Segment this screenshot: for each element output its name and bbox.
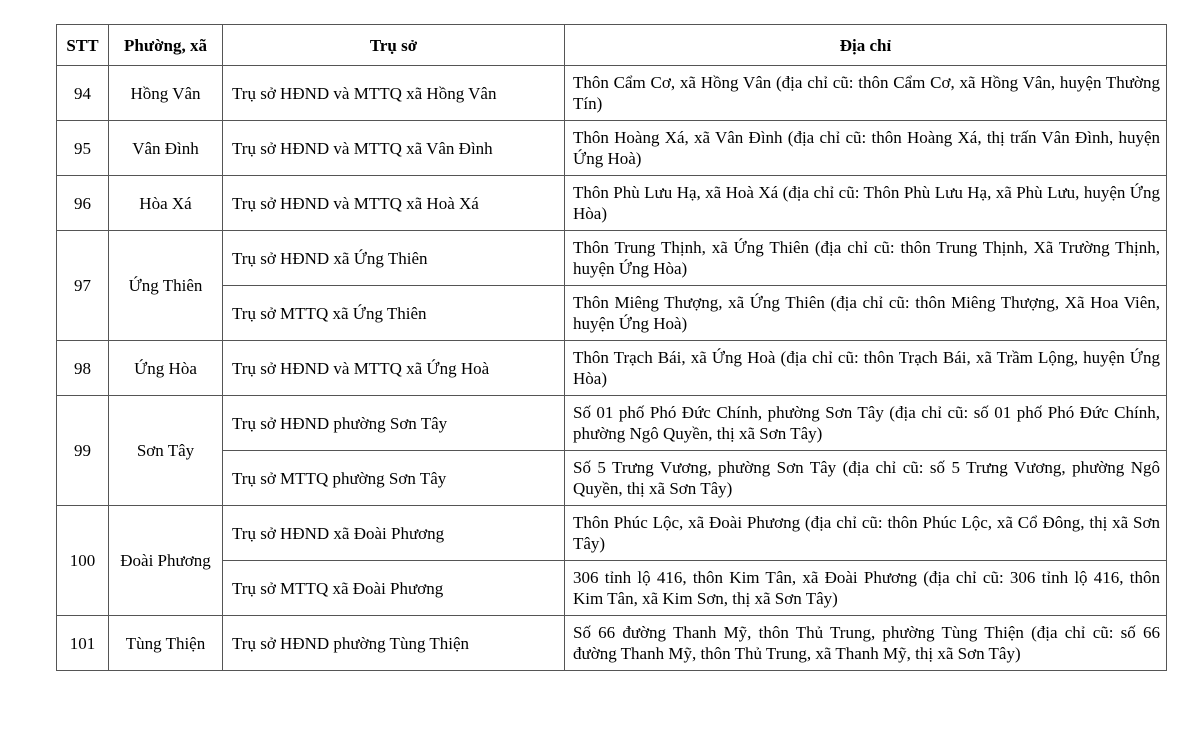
cell-ward: Sơn Tây bbox=[109, 396, 223, 506]
cell-address: Thôn Trung Thịnh, xã Ứng Thiên (địa chỉ cũ: thôn Trung Thịnh, Xã Trường Thịnh, huyện Ứng Hòa) bbox=[565, 231, 1167, 286]
cell-stt: 100 bbox=[57, 506, 109, 616]
cell-address: Thôn Cẩm Cơ, xã Hồng Vân (địa chỉ cũ: thôn Cẩm Cơ, xã Hồng Vân, huyện Thường Tín) bbox=[565, 66, 1167, 121]
cell-address: Thôn Trạch Bái, xã Ứng Hoà (địa chỉ cũ: thôn Trạch Bái, xã Trầm Lộng, huyện Ứng Hòa) bbox=[565, 341, 1167, 396]
header-office: Trụ sở bbox=[223, 25, 565, 66]
cell-office: Trụ sở HĐND phường Sơn Tây bbox=[223, 396, 565, 451]
cell-address: 306 tỉnh lộ 416, thôn Kim Tân, xã Đoài Phương (địa chỉ cũ: 306 tỉnh lộ 416, thôn Kim Tân, xã Kim Sơn, thị xã Sơn Tây) bbox=[565, 561, 1167, 616]
cell-stt: 97 bbox=[57, 231, 109, 341]
table-row bbox=[57, 66, 1167, 121]
table-row bbox=[57, 561, 1167, 616]
cell-stt: 94 bbox=[57, 66, 109, 121]
cell-office: Trụ sở MTTQ xã Ứng Thiên bbox=[223, 286, 565, 341]
table-row bbox=[57, 231, 1167, 286]
cell-address: Số 01 phố Phó Đức Chính, phường Sơn Tây (địa chỉ cũ: số 01 phố Phó Đức Chính, phường Ngô Quyền, thị xã Sơn Tây) bbox=[565, 396, 1167, 451]
cell-ward: Hòa Xá bbox=[109, 176, 223, 231]
cell-stt: 99 bbox=[57, 396, 109, 506]
cell-office: Trụ sở HĐND xã Đoài Phương bbox=[223, 506, 565, 561]
table-row bbox=[57, 176, 1167, 231]
cell-address: Thôn Phúc Lộc, xã Đoài Phương (địa chỉ cũ: thôn Phúc Lộc, xã Cổ Đông, thị xã Sơn Tây) bbox=[565, 506, 1167, 561]
cell-office: Trụ sở MTTQ xã Đoài Phương bbox=[223, 561, 565, 616]
cell-address: Thôn Miêng Thượng, xã Ứng Thiên (địa chỉ cũ: thôn Miêng Thượng, Xã Hoa Viên, huyện Ứng Hoà) bbox=[565, 286, 1167, 341]
table-row bbox=[57, 286, 1167, 341]
cell-office: Trụ sở HĐND và MTTQ xã Ứng Hoà bbox=[223, 341, 565, 396]
cell-address: Số 66 đường Thanh Mỹ, thôn Thủ Trung, phường Tùng Thiện (địa chỉ cũ: số 66 đường Thanh Mỹ, thôn Thủ Trung, xã Thanh Mỹ, thị xã Sơn Tây) bbox=[565, 616, 1167, 671]
cell-office: Trụ sở HĐND phường Tùng Thiện bbox=[223, 616, 565, 671]
table-row bbox=[57, 451, 1167, 506]
table-body bbox=[57, 66, 1167, 671]
cell-ward: Hồng Vân bbox=[109, 66, 223, 121]
table-row bbox=[57, 121, 1167, 176]
office-address-table bbox=[56, 24, 1167, 671]
cell-stt: 96 bbox=[57, 176, 109, 231]
cell-office: Trụ sở HĐND xã Ứng Thiên bbox=[223, 231, 565, 286]
cell-ward: Tùng Thiện bbox=[109, 616, 223, 671]
cell-stt: 101 bbox=[57, 616, 109, 671]
cell-address: Thôn Hoàng Xá, xã Vân Đình (địa chỉ cũ: thôn Hoàng Xá, thị trấn Vân Đình, huyện Ứng Hoà) bbox=[565, 121, 1167, 176]
cell-office: Trụ sở HĐND và MTTQ xã Hoà Xá bbox=[223, 176, 565, 231]
header-row bbox=[57, 25, 1167, 66]
cell-office: Trụ sở HĐND và MTTQ xã Hồng Vân bbox=[223, 66, 565, 121]
table-row bbox=[57, 396, 1167, 451]
cell-office: Trụ sở MTTQ phường Sơn Tây bbox=[223, 451, 565, 506]
header-ward: Phường, xã bbox=[109, 25, 223, 66]
cell-office: Trụ sở HĐND và MTTQ xã Vân Đình bbox=[223, 121, 565, 176]
cell-address: Số 5 Trưng Vương, phường Sơn Tây (địa chỉ cũ: số 5 Trưng Vương, phường Ngô Quyền, thị xã Sơn Tây) bbox=[565, 451, 1167, 506]
table-row bbox=[57, 341, 1167, 396]
cell-ward: Ứng Thiên bbox=[109, 231, 223, 341]
cell-ward: Đoài Phương bbox=[109, 506, 223, 616]
header-address: Địa chỉ bbox=[565, 25, 1167, 66]
cell-stt: 95 bbox=[57, 121, 109, 176]
cell-ward: Vân Đình bbox=[109, 121, 223, 176]
table-row bbox=[57, 506, 1167, 561]
table-header bbox=[57, 25, 1167, 66]
table-row bbox=[57, 616, 1167, 671]
cell-ward: Ứng Hòa bbox=[109, 341, 223, 396]
cell-stt: 98 bbox=[57, 341, 109, 396]
cell-address: Thôn Phù Lưu Hạ, xã Hoà Xá (địa chỉ cũ: Thôn Phù Lưu Hạ, xã Phù Lưu, huyện Ứng Hòa) bbox=[565, 176, 1167, 231]
header-stt: STT bbox=[57, 25, 109, 66]
